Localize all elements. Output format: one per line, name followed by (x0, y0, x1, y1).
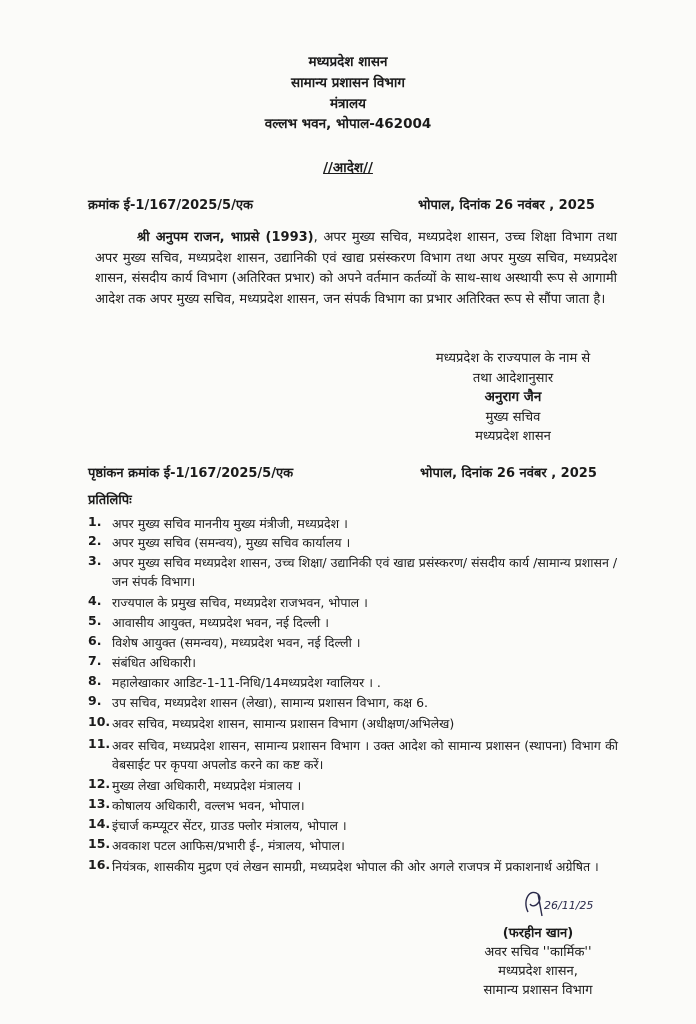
order-title: //आदेश// (323, 160, 373, 176)
officer-name: श्री अनुपम राजन, भाप्रसे (1993) (137, 230, 314, 245)
signature-date: 26/11/25 (544, 899, 594, 912)
signatory-2-office: मध्यप्रदेश शासन, (498, 964, 578, 979)
signature-block-1 (398, 349, 628, 447)
endorsement-date: भोपाल, दिनांक 26 नवंबर , 2025 (420, 466, 597, 481)
order-date: भोपाल, दिनांक 26 नवंबर , 2025 (418, 198, 595, 213)
signatory-designation: मुख्य सचिव (485, 409, 541, 425)
signatory-2-department: सामान्य प्रशासन विभाग (483, 983, 593, 998)
handwritten-signature (520, 882, 610, 922)
signatory-2-designation: अवर सचिव ''कार्मिक'' (484, 945, 592, 960)
copy-heading: प्रतिलिपिः (88, 493, 132, 508)
authority-line-2: तथा आदेशानुसार (472, 370, 554, 386)
header-government: मध्यप्रदेश शासन (308, 54, 388, 70)
endorsement-number: पृष्ठांकन क्रमांक ई-1/167/2025/5/एक (88, 466, 294, 481)
signatory-2-name: (फरहीन खान) (502, 926, 574, 941)
header-ministry: मंत्रालय (329, 96, 366, 112)
header-address: वल्लभ भवन, भोपाल-462004 (264, 116, 432, 132)
order-body-text: , अपर मुख्य सचिव, मध्यप्रदेश शासन, उच्च शिक्षा विभाग तथा अपर मुख्य सचिव, मध्यप्रदेश शासन, उद्यानिकी एवं खाद्य प्रसंस्करण विभाग तथा अपर मुख्य सचिव, मध्यप्रदेश शासन, संसदीय कार्य विभाग (अतिरिक्त प्रभार) को अपने वर्तमान कर्तव्यों के साथ-साथ अस्थायी रूप से आगामी आदेश तक अपर मुख्य सचिव, मध्यप्रदेश शासन, जन संपर्क विभाग का प्रभार अतिरिक्त रूप से सौंपा जाता है। (95, 230, 617, 307)
signature-block-2 (448, 924, 628, 1000)
signatory-name: अनुराग जैन (484, 389, 542, 405)
order-body (95, 228, 617, 310)
order-number: क्रमांक ई-1/167/2025/5/एक (88, 198, 253, 213)
header-department: सामान्य प्रशासन विभाग (291, 75, 405, 91)
document-page: मध्यप्रदेश शासन सामान्य प्रशासन विभाग मंत्रालय वल्लभ भवन, भोपाल-462004 //आदेश// क्रमांक ई-1/167/2025/5/एक भोपाल, दिनांक 26 नवंबर , 2025 श्री अनुपम राजन, भाप्रसे (1993), अपर मुख्य सचिव, मध्यप्रदेश शासन, उच्च शिक्षा विभाग तथा अपर मुख्य सचिव, मध्यप्रदेश शासन, उद्यानिकी एवं खाद्य प्रसंस्करण विभाग तथा अपर मुख्य सचिव, मध्यप्रदेश शासन, संसदीय कार्य विभाग (अतिरिक्त प्रभार) को अपने वर्तमान कर्तव्यों के साथ-साथ अस्थायी रूप से आगामी आदेश तक अपर मुख्य सचिव, मध्यप्रदेश शासन, जन संपर्क विभाग का प्रभार अतिरिक्त रूप से सौंपा जाता है। मध्यप्रदेश के राज्यपाल के नाम से तथा आदेशानुसार अनुराग जैन मुख्य सचिव मध्यप्रदेश शासन पृष्ठांकन क्रमांक ई-1/167/2025/5/एक भोपाल, दिनांक 26 नवंबर , 2025 प्रतिलिपिः 1. अपर मुख्य सचिव माननीय मुख्य मंत्रीजी, मध्यप्रदेश । 2. अपर मुख्य सचिव (समन्वय), मुख्य सचिव कार्यालय । 3. अपर मुख्य सचिव मध्यप्रदेश शासन, उच्च शिक्षा/ उद्यानिकी एवं खाद्य प्रसंस्करण/ संसदीय कार्य /सामान्य प्रशासन / जन संपर्क विभाग। 4. राज्यपाल के प्रमुख सचिव, मध्यप्रदेश राजभवन, भोपाल । 5. आवासीय आयुक्त, मध्यप्रदेश भवन, नई दिल्ली । 6. विशेष आयुक्त (समन्वय), मध्यप्रदेश भवन, नई दिल्ली । 7. संबंधित अधिकारी। 8. महालेखाकार आडिट-1-11-निधि/14मध्यप्रदेश ग्वालियर । . 9. उप सचिव, मध्यप्रदेश शासन (लेखा), सामान्य प्रशासन विभाग, कक्ष 6. 10. अवर सचिव, मध्यप्रदेश शासन, सामान्य प्रशासन विभाग (अधीक्षण/अभिलेख) 11. अवर सचिव, मध्यप्रदेश शासन, सामान्य प्रशासन विभाग । उक्त आदेश को सामान्य प्रशासन (स्थापना) विभाग की वेबसाईट पर कृपया अपलोड करने का कष्ट करें। 12. मुख्य लेखा अधिकारी, मध्यप्रदेश मंत्रालय । 13. कोषालय अधिकारी, वल्लभ भवन, भोपाल। 14. इंचार्ज कम्प्यूटर सेंटर, ग्राउड फ्लोर मंत्रालय, भोपाल । 15. अवकाश पटल आफिस/प्रभारी ई-, मंत्रालय, भोपाल। 16. नियंत्रक, शासकीय मुद्रण एवं लेखन सामग्री, मध्यप्रदेश भोपाल की ओर अगले राजपत्र में प्रकाशनार्थ अग्रेषित । 26/11/25 (फरहीन खान) अवर सचिव ''कार्मिक'' मध्यप्रदेश शासन, सामान्य प्रशासन विभाग (0, 0, 696, 1024)
authority-line: मध्यप्रदेश के राज्यपाल के नाम से (435, 351, 591, 366)
signatory-office: मध्यप्रदेश शासन (475, 429, 551, 444)
